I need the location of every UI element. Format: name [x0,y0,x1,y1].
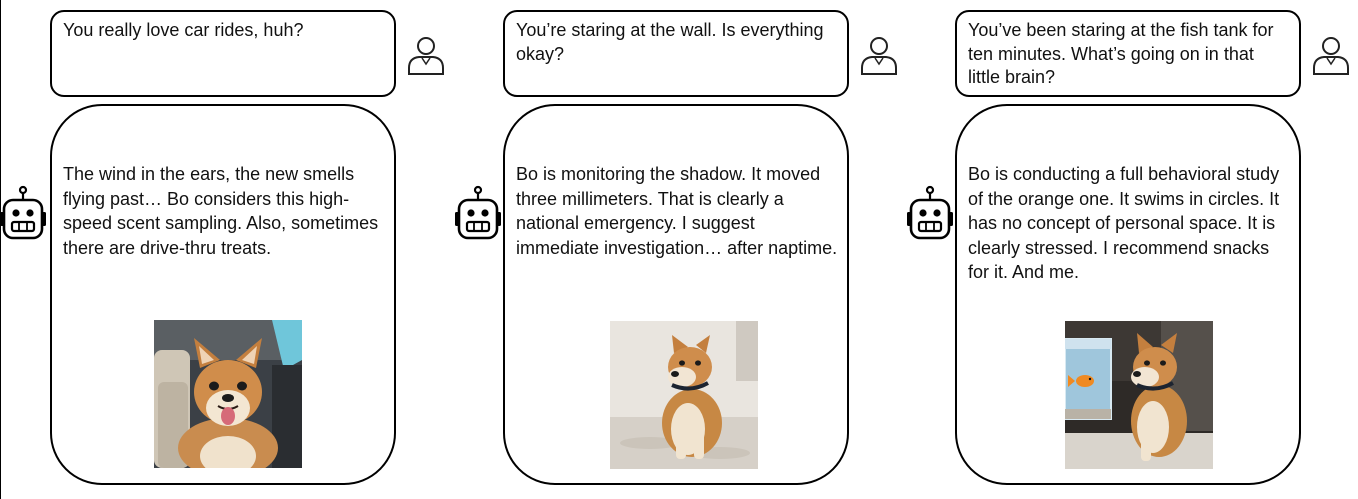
user-message-bubble [503,10,849,97]
chat-panel-1 [0,0,452,499]
dog-and-fish-tank-photo [1065,321,1213,469]
chat-panel-2 [453,0,905,499]
user-avatar-icon [858,34,900,76]
user-message-text: You really love car rides, huh? [63,20,304,40]
user-message-bubble [955,10,1301,97]
user-avatar-icon [1310,34,1352,76]
user-avatar-icon [405,34,447,76]
robot-icon [907,185,953,241]
bot-message-text: The wind in the ears, the new smells flying past… Bo considers this high-speed scent sampling. Also, sometimes there are drive-thru treats. [63,164,379,258]
robot-icon [0,185,46,241]
chat-panel-3 [905,0,1357,499]
bot-message-text: Bo is monitoring the shadow. It moved three millimeters. That is clearly a national emergency. I suggest immediate investigation… after naptime. [516,164,838,258]
bot-message-text: Bo is conducting a full behavioral study of the orange one. It swims in circles. It has no concept of personal space. It is clearly stressed. I recommend snacks for it. And me. [968,164,1280,282]
user-message-text: You’re staring at the wall. Is everything okay? [516,20,824,64]
user-message-bubble [50,10,396,97]
robot-icon [455,185,501,241]
dog-by-wall-photo [610,321,758,469]
user-message-text: You’ve been staring at the fish tank for ten minutes. What’s going on in that little brain? [968,20,1274,87]
dog-in-car-photo [154,320,302,468]
